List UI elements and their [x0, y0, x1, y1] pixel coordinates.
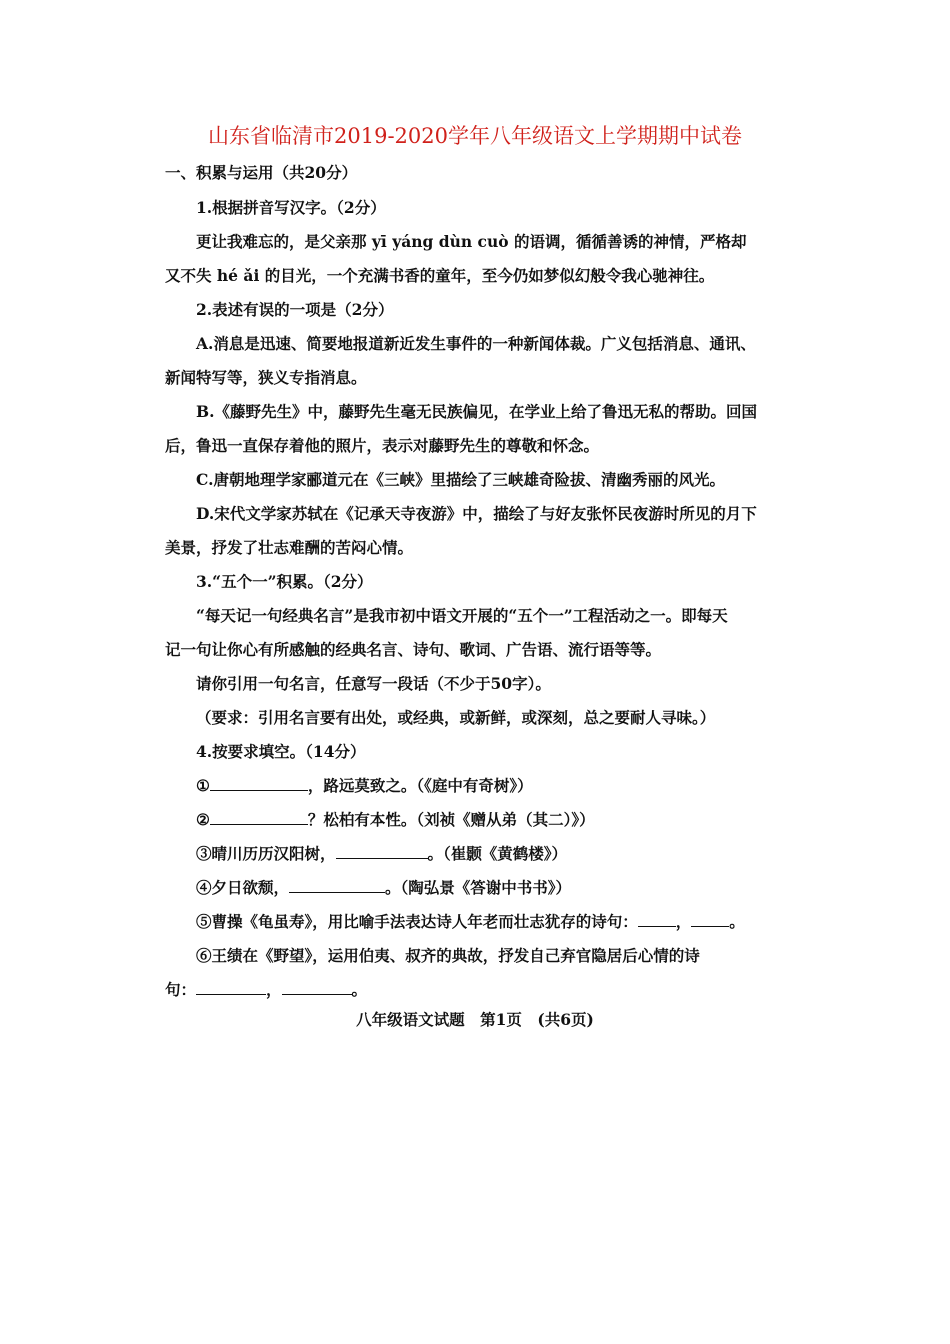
- document-title: 山东省临清市2019-2020学年八年级语文上学期期中试卷: [208, 124, 742, 148]
- question-3-paragraph-line1: “每天记一句经典名言”是我市初中语文开展的“五个一”工程活动之一。即每天: [196, 606, 728, 625]
- option-c-line1: C.唐朝地理学家郦道元在《三峡》里描绘了三峡雄奇险拔、清幽秀丽的风光。: [196, 470, 725, 489]
- option-d-line1: D.宋代文学家苏轼在《记承天寺夜游》中，描绘了与好友张怀民夜游时所见的月下: [196, 504, 757, 523]
- fill-item-3-tail: 。（崔颢《黄鹤楼》）: [427, 844, 568, 863]
- fill-item-5: [196, 911, 745, 933]
- blank-4[interactable]: [289, 878, 385, 893]
- fill-item-6-line2: [165, 979, 367, 1001]
- section-heading: 一、积累与运用（共20分）: [165, 163, 358, 182]
- option-d-line2: 美景，抒发了壮志难酬的苦闷心情。: [165, 538, 414, 557]
- fill-item-6-comma: ，: [266, 980, 282, 999]
- fill-item-1: [196, 775, 533, 797]
- fill-item-4: [196, 877, 571, 899]
- fill-item-5-text: ⑤曹操《龟虽寿》，用比喻手法表达诗人年老而壮志犹存的诗句：: [196, 912, 638, 931]
- blank-5a[interactable]: [638, 912, 676, 927]
- blank-6a[interactable]: [196, 980, 266, 995]
- question-3-instruction: 请你引用一句名言，任意写一段话（不少于50字）。: [196, 674, 551, 693]
- fill-item-1-text: ，路远莫致之。（《庭中有奇树》）: [307, 776, 533, 795]
- fill-item-2-number: ②: [196, 810, 210, 829]
- fill-item-3-text: ③晴川历历汉阳树，: [196, 844, 336, 863]
- blank-1[interactable]: [210, 776, 308, 791]
- question-3-requirement: （要求：引用名言要有出处，或经典，或新鲜，或深刻，总之要耐人寻味。）: [196, 708, 716, 727]
- blank-6b[interactable]: [282, 980, 352, 995]
- fill-item-2-text: ？松柏有本性。（刘祯《赠从弟（其二）》）: [307, 810, 595, 829]
- fill-item-6-line1: ⑥王绩在《野望》，运用伯夷、叔齐的典故，抒发自己弃官隐居后心情的诗: [196, 946, 700, 965]
- fill-item-6-prefix: 句：: [165, 980, 197, 999]
- fill-item-4-text: ④夕日欲颓，: [196, 878, 290, 897]
- fill-item-1-number: ①: [196, 776, 210, 795]
- page-footer: 八年级语文试题 第1页 (共6页): [356, 1010, 594, 1029]
- option-a-line1: A.消息是迅速、简要地报道新近发生事件的一种新闻体裁。广义包括消息、通讯、: [196, 334, 756, 353]
- fill-item-4-tail: 。（陶弘景《答谢中书书》）: [385, 878, 572, 897]
- option-b-line1: B.《藤野先生》中，藤野先生毫无民族偏见，在学业上给了鲁迅无私的帮助。回国: [196, 402, 757, 421]
- blank-2[interactable]: [210, 810, 308, 825]
- question-3-paragraph-line2: 记一句让你心有所感触的经典名言、诗句、歌词、广告语、流行语等等。: [165, 640, 662, 659]
- question-1-text-line2: 又不失 hé ǎi 的目光，一个充满书香的童年，至今仍如梦似幻般令我心驰神往。: [165, 266, 715, 285]
- blank-5b[interactable]: [691, 912, 729, 927]
- option-b-line2: 后，鲁迅一直保存着他的照片，表示对藤野先生的尊敬和怀念。: [165, 436, 600, 455]
- blank-3[interactable]: [336, 844, 428, 859]
- question-1-header: 1.根据拼音写汉字。（2分）: [196, 198, 386, 217]
- question-1-text-line1: 更让我难忘的，是父亲那 yī yáng dùn cuò 的语调，循循善诱的神情，严格却: [196, 232, 747, 251]
- fill-item-5-end: 。: [729, 912, 745, 931]
- fill-item-6-end: 。: [351, 980, 368, 999]
- question-4-header: 4.按要求填空。（14分）: [196, 742, 366, 761]
- question-2-header: 2.表述有误的一项是（2分）: [196, 300, 394, 319]
- fill-item-2: [196, 809, 595, 831]
- fill-item-3: [196, 843, 567, 865]
- option-a-line2: 新闻特写等，狭义专指消息。: [165, 368, 367, 387]
- question-3-header: 3.“五个一”积累。（2分）: [196, 572, 373, 591]
- fill-item-5-comma: ，: [675, 912, 692, 931]
